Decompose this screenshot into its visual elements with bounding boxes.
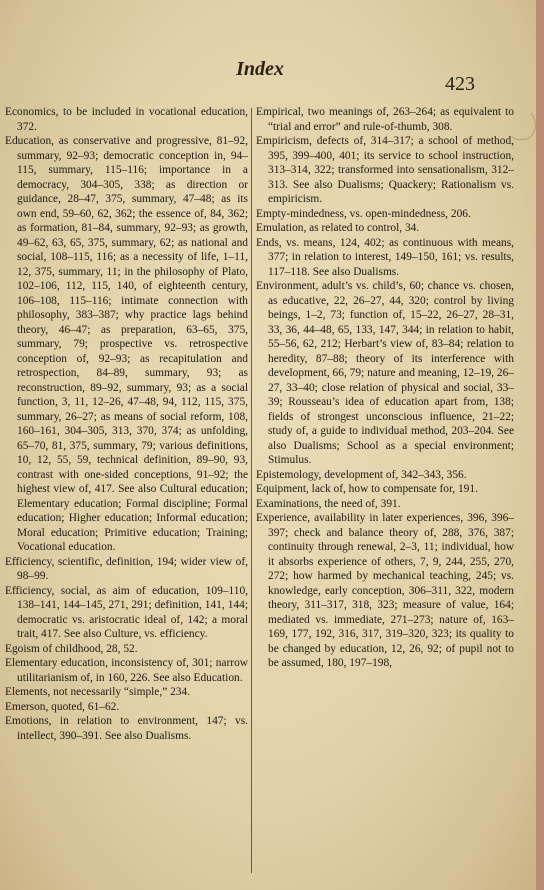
running-title: Index — [236, 58, 284, 80]
index-entry: Emulation, as related to control, 34. — [256, 222, 420, 234]
index-entry: Emotions, in relation to environment, 147; vs. intellect, 390–391. See also Dualisms. — [5, 715, 248, 742]
index-entry: Experience, availability in later experiences, 396, 396–397; check and balance theory of, 288, 376, 387; continuity through renewal, 2–3, 11; individual, how it absorbs experience of others, 7, 9, 244, 255, 270, 272; how harmed by mechanical teaching, 245; vs. knowledge, early conception, 306–311, 322, modern theory, 311–317, 318, 323; measure of value, 164; mediated vs. immediate, 271–273; nature of, 163–169, 177, 192, 316, 317, 319–320, 323; its quality to be changed by education, 12, 26, 92; of pupil not to be assumed, 180, 197–198, — [256, 512, 514, 669]
page-number: 423 — [445, 73, 475, 95]
column-divider — [251, 108, 252, 873]
index-entry: Examinations, the need of, 391. — [256, 497, 401, 510]
index-entry: Elements, not necessarily “simple,” 234. — [5, 686, 191, 698]
index-entry: Empty-mindedness, vs. open-mindedness, 206. — [256, 207, 471, 220]
index-entry: Equipment, lack of, how to compensate for, 191. — [256, 483, 478, 495]
index-column-left — [5, 105, 248, 743]
index-entry: Environment, adult’s vs. child’s, 60; chance vs. chosen, as educative, 22, 26–27, 44, 320; control by living beings, 1–2, 73; function of, 15–22, 26–27, 28–31, 33, 36, 44–48, 65, 133, 147, 344; in relation to habit, 55–56, 62, 212; Herbart’s view of, 83–84; relation to heredity, 87–88; theory of its interference with development, 66, 79; nature and meaning, 12–19, 26–27, 33–40; close relation of physical and social, 33–39; Rousseau’s idea of education apart from, 138; fields of strongest unconscious influence, 21–22; study of, a guide to individual method, 203–204. See also Dualisms; School as a special environment; Stimulus. — [256, 280, 514, 466]
index-entry: Empiricism, defects of, 314–317; a school of method, 395, 399–400, 401; its service to school instruction, 313–314, 322; transformed into sensationalism, 312–313. See also Dualisms; Quackery; Rationalism vs. empiricism. — [256, 135, 514, 205]
index-entry: Epistemology, development of, 342–343, 356. — [256, 468, 467, 481]
index-entry: Egoism of childhood, 28, 52. — [5, 642, 138, 655]
index-entry: Efficiency, social, as aim of education, 109–110, 138–141, 144–145, 271, 291; definition, 141, 144; democratic vs. aristocratic ideal of, 142; a moral trait, 417. See also Culture, vs. efficiency. — [5, 584, 248, 640]
index-entry: Efficiency, scientific, definition, 194; wider view of, 98–99. — [5, 555, 248, 582]
page-header — [0, 58, 536, 95]
index-entry: Education, as conservative and progressive, 81–92, summary, 92–93; democratic conception in, 94–115, summary, 115–116; importance in a democracy, 304–305, 338; as direction or guidance, 28–47, 375, summary, 47–48; as its own end, 59–60, 62, 362; the essence of, 84, 362; as formation, 81–84, summary, 92–93; as growth, 49–62, 63, 65, 375, summary, 62; as national and social, 108–115, 116; as a necessity of life, 1–11, 12, 375, summary, 11; in the philosophy of Plato, 102–106, 112, 115, 140, of eighteenth century, 106–108, 115–116; intimate connection with philosophy, 383–387; why practice lags behind theory, 46–47; as preparation, 63–65, 375, summary, 79; prospective vs. retrospective conception of, 92–93; as recapitulation and retrospection, 84–89, summary, 93; as reconstruction, 89–92, summary, 93; as a social function, 3, 11, 12–26, 47–48, 94, 112, 115, 375, summary, 26–27; as means of social reform, 108, 160–161, 304–305, 313, 370, 374; as unfolding, 65–70, 81, 375, summary, 79; various definitions, 10, 12, 55, 59, technical definition, 89–90, 93, contrast with one-sided conceptions, 91–92; the highest view of, 417. See also Cultural education; Elementary education; Formal discipline; Formal education; Higher education; Informal education; Moral education; Primitive education; Training; Vocational education. — [5, 135, 248, 553]
index-entry: Economics, to be included in vocational education, 372. — [5, 106, 248, 133]
index-entry: Emerson, quoted, 61–62. — [5, 700, 120, 713]
index-entry: Ends, vs. means, 124, 402; as continuous with means, 377; in relation to interest, 149–150, 161; vs. results, 117–118. See also Dualisms. — [256, 236, 514, 278]
index-entry: Elementary education, inconsistency of, 301; narrow utilitarianism of, in 160, 226. See also Education. — [5, 657, 248, 684]
index-entry: Empirical, two meanings of, 263–264; as equivalent to “trial and error” and rule-of-thumb, 308. — [256, 106, 514, 133]
index-column-right — [256, 105, 514, 671]
